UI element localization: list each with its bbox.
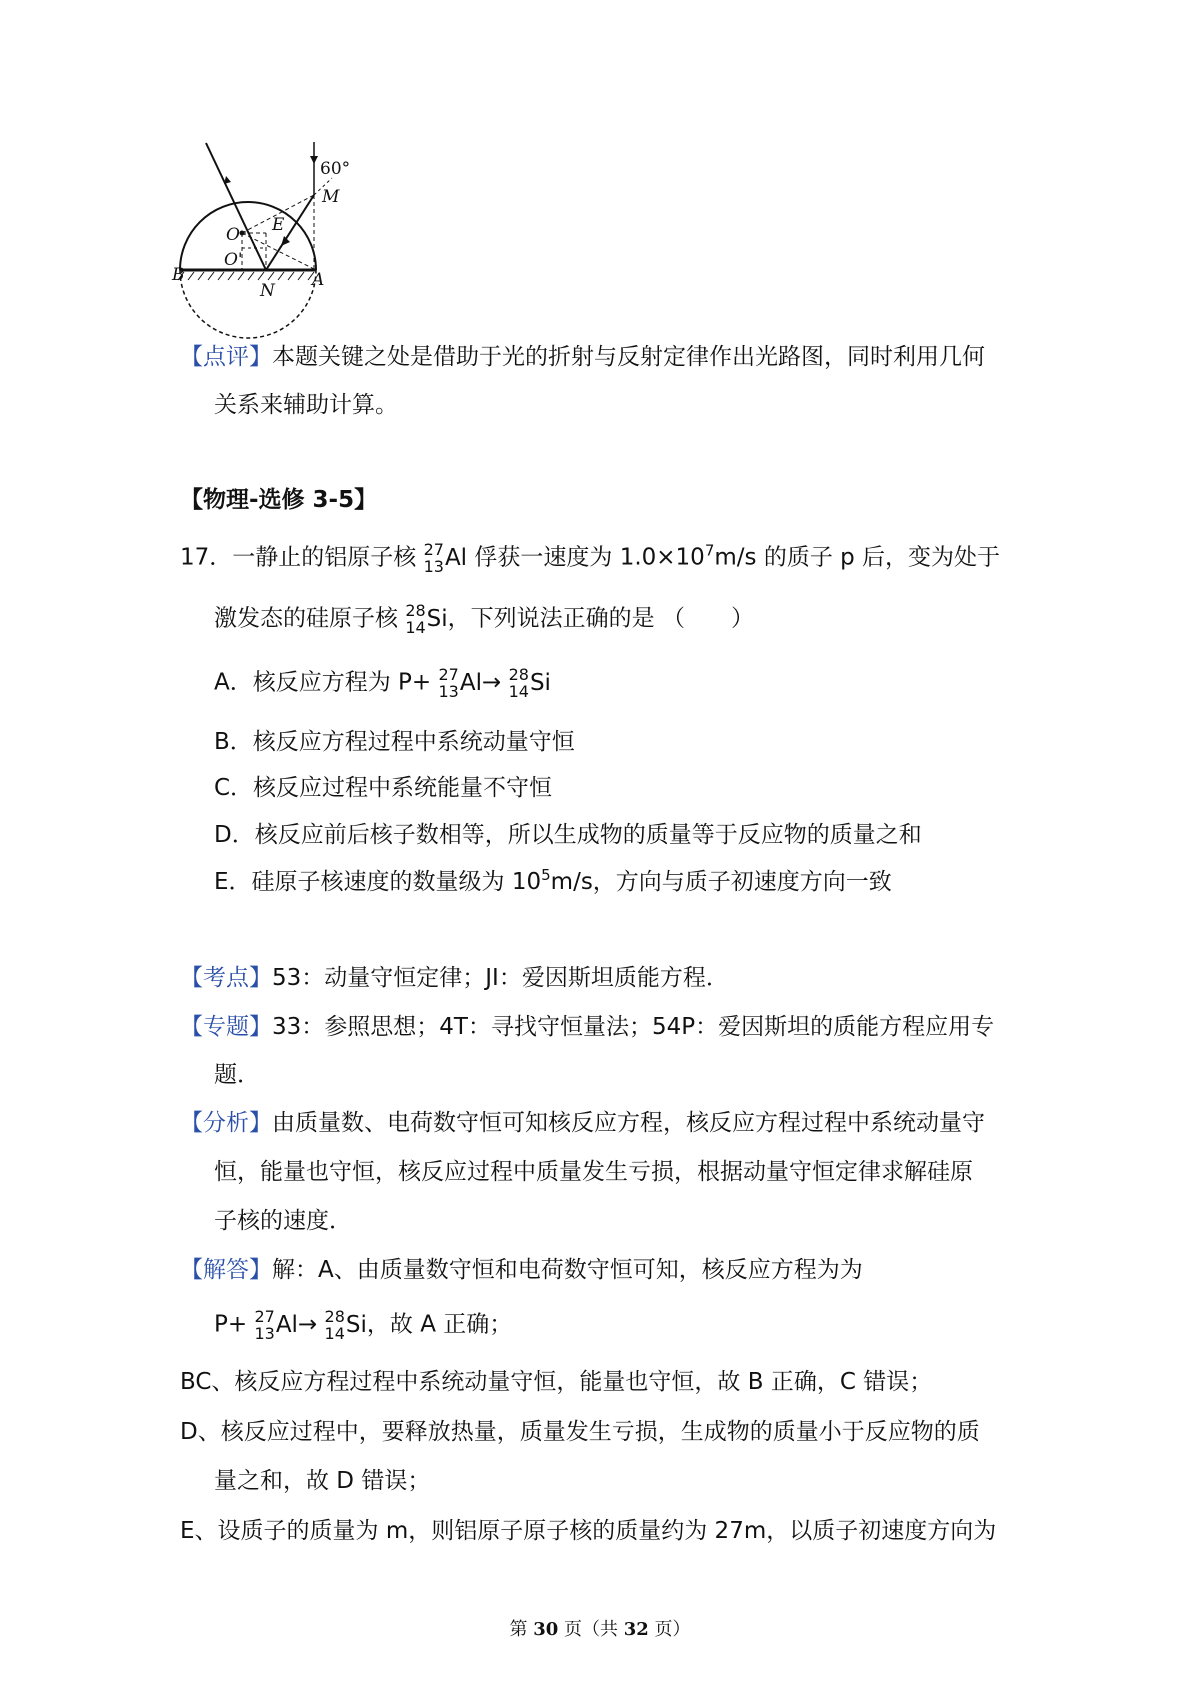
answer-d-line-2: 量之和，故 D 错误；	[214, 1468, 431, 1494]
page-footer	[0, 1615, 1200, 1641]
zhuanti-text: 33：参照思想；4T：寻找守恒量法；54P：爱因斯坦的质能方程应用专	[272, 1014, 995, 1040]
jieda-text: P+	[214, 1311, 248, 1338]
page-total: 32	[623, 1619, 649, 1640]
label-e: E	[272, 215, 285, 235]
si-symbol: Si	[426, 606, 448, 632]
si-symbol: Si	[345, 1312, 367, 1338]
stem-text: m/s 的质子 p 后，变为处于	[714, 544, 1001, 571]
al-symbol: Al	[444, 545, 468, 571]
jieda-line-2	[214, 1308, 512, 1342]
answer-bc: BC、核反应方程过程中系统动量守恒，能量也守恒，故 B 正确，C 错误；	[180, 1369, 933, 1395]
hatching	[178, 272, 314, 280]
label-m: M	[322, 187, 340, 207]
si-z: 14	[324, 1324, 345, 1343]
label-b: B	[172, 265, 185, 285]
al-mass: 27	[438, 665, 459, 684]
comment-text-2: 关系来辅助计算。	[214, 392, 398, 418]
stem-text: 激发态的硅原子核	[214, 605, 398, 632]
question-stem-line-2	[214, 602, 754, 636]
question-stem-line-1	[180, 541, 1000, 575]
arrow-icon	[310, 156, 318, 164]
al-symbol: Al	[459, 670, 482, 696]
kaodian-tag: 【考点】	[180, 965, 272, 991]
answer-d-line-1: D、核反应过程中，要释放热量，质量发生亏损，生成物的质量小于反应物的质	[180, 1419, 980, 1445]
option-b: B．核反应方程过程中系统动量守恒	[214, 729, 575, 755]
si-mass: 28	[405, 601, 426, 620]
option-d: D．核反应前后核子数相等，所以生成物的质量等于反应物的质量之和	[214, 822, 922, 848]
optics-diagram	[172, 140, 390, 340]
stem-text: 一静止的铝原子核	[232, 544, 417, 571]
jieda-tag: 【解答】	[180, 1257, 272, 1283]
nuclide-si	[325, 1308, 367, 1342]
si-z: 14	[508, 682, 529, 701]
si-mass: 28	[508, 665, 529, 684]
arrow-icon: →	[481, 669, 502, 696]
page-number: 30	[533, 1619, 559, 1640]
footer-text: 页）	[648, 1619, 691, 1640]
al-z: 13	[438, 682, 459, 701]
option-c: C．核反应过程中系统能量不守恒	[214, 775, 553, 801]
fenxi-tag: 【分析】	[180, 1110, 272, 1136]
kaodian-line	[180, 963, 729, 993]
option-e	[214, 867, 892, 897]
label-a: A	[312, 270, 325, 290]
comment-line-2	[214, 390, 398, 420]
exponent: 5	[541, 866, 551, 884]
nuclide-al	[254, 1308, 297, 1342]
question-number: 17．	[180, 544, 233, 571]
footer-text: 第	[509, 1619, 534, 1640]
zhuanti-tag: 【专题】	[180, 1014, 272, 1040]
si-mass: 28	[324, 1307, 345, 1326]
arrow-icon: →	[297, 1311, 318, 1338]
fenxi-line-2: 恒，能量也守恒，核反应过程中质量发生亏损，根据动量守恒定律求解硅原	[214, 1159, 973, 1185]
fenxi-line-1	[180, 1108, 985, 1138]
arrow-icon	[281, 236, 290, 246]
fenxi-line-3: 子核的速度．	[214, 1208, 352, 1234]
zhuanti-line-1	[180, 1012, 994, 1042]
option-a	[214, 666, 551, 700]
angle-label: 60°	[320, 159, 351, 179]
exponent: 7	[704, 541, 715, 560]
comment-line-1	[180, 342, 985, 372]
label-o: O	[226, 225, 240, 245]
zhuanti-line-2: 题．	[214, 1062, 260, 1088]
al-symbol: Al	[275, 1312, 298, 1338]
circle-lower-arc	[180, 270, 316, 338]
option-e-text: E．硅原子核速度的数量级为 10	[214, 869, 542, 895]
option-e-text: m/s，方向与质子初速度方向一致	[550, 869, 892, 895]
answer-e-line-1: E、设质子的质量为 m，则铝原子原子核的质量约为 27m，以质子初速度方向为	[180, 1518, 997, 1544]
comment-text: 本题关键之处是借助于光的折射与反射定律作出光路图，同时利用几何	[272, 344, 985, 370]
jieda-text: 解：A、由质量数守恒和电荷数守恒可知，核反应方程为为	[272, 1257, 863, 1283]
al-z: 13	[423, 557, 444, 576]
label-o-prime: O'	[224, 250, 243, 270]
footer-text: 页（共	[558, 1619, 624, 1640]
kaodian-text: 53：动量守恒定律；JI：爱因斯坦质能方程．	[272, 965, 729, 991]
si-symbol: Si	[529, 670, 551, 696]
al-mass: 27	[254, 1307, 275, 1326]
nuclide-al	[424, 541, 467, 575]
comment-tag: 【点评】	[180, 344, 272, 370]
jieda-line-1	[180, 1255, 863, 1285]
si-z: 14	[405, 618, 426, 637]
stem-text: 俘获一速度为 1.0×10	[474, 544, 705, 571]
section-title: 【物理-选修 3-5】	[180, 487, 378, 513]
fenxi-text: 由质量数、电荷数守恒可知核反应方程，核反应方程过程中系统动量守	[272, 1110, 985, 1136]
jieda-text: ，故 A 正确；	[366, 1311, 513, 1338]
al-z: 13	[254, 1324, 275, 1343]
label-n: N	[260, 281, 275, 301]
stem-text: ，下列说法正确的是 （ ）	[447, 605, 754, 632]
option-a-text: A．核反应方程为 P+	[214, 669, 432, 696]
al-mass: 27	[423, 540, 444, 559]
nuclide-si	[405, 602, 447, 636]
nuclide-al	[439, 666, 482, 700]
arrow-icon	[224, 176, 231, 184]
nuclide-si	[509, 666, 551, 700]
